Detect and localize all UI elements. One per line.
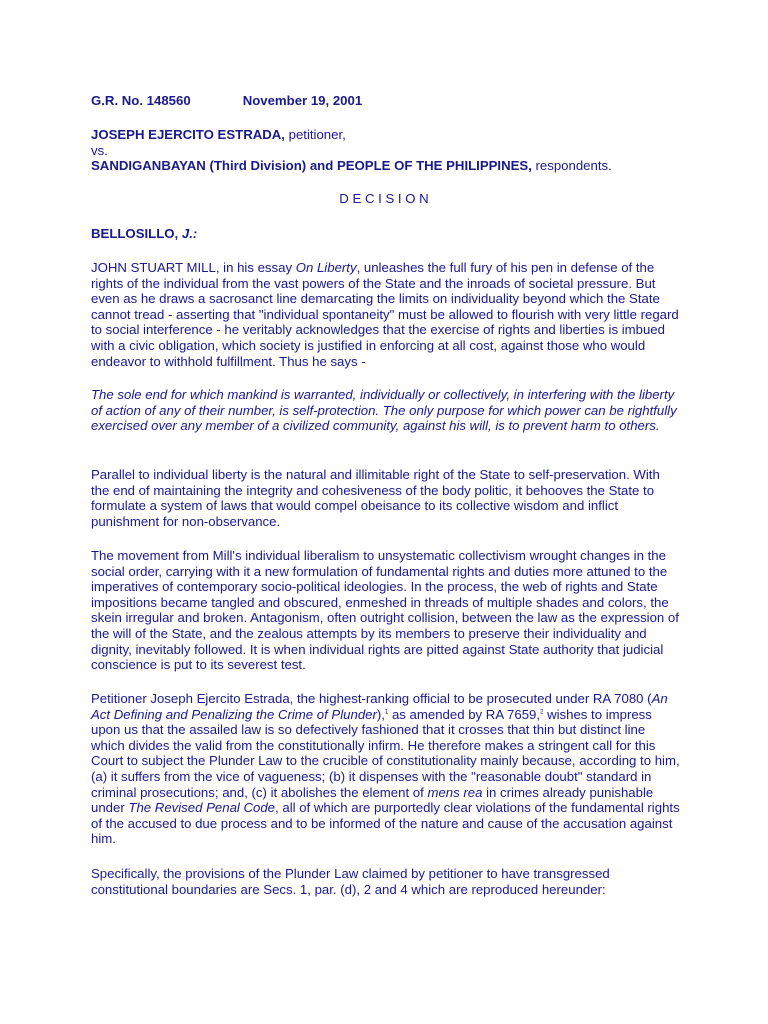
petitioner-role: petitioner, (284, 127, 346, 142)
petitioner-line (91, 127, 681, 143)
paragraph-5: Specifically, the provisions of the Plunder Law claimed by petitioner to have transgressed constitutional boundaries are Secs. 1, par. (d), 2 and 4 which are reproduced hereunder: (91, 866, 610, 897)
respondents-line (91, 158, 681, 174)
paragraph-2: Parallel to individual liberty is the natural and illimitable right of the State to self-preservation. With the end of maintaining the integrity and cohesiveness of the body politic, it behooves the State to formulate a system of laws that would compel obeisance to its collective wisdom and inflict punishment for non-observance. (91, 467, 660, 529)
case-number-line (91, 93, 681, 109)
parties-block (91, 127, 681, 174)
footnote-1-link[interactable]: 1 (384, 709, 389, 716)
statute-title: An Act Defining and Penalizing the Crime of Plunder (91, 691, 668, 722)
respondents-name: SANDIGANBAYAN (Third Division) and PEOPLE OF THE PHILIPPINES, (91, 158, 532, 174)
ponente-name: BELLOSILLO, (91, 226, 182, 241)
essay-title: On Liberty (295, 260, 357, 275)
versus: vs. (91, 142, 108, 158)
mill-quote: The sole end for which mankind is warranted, individually or collectively, in interfering with the liberty of action of any of their number, is self-protection. The only purpose for which power can be rightfully exercised over any member of a civilized community, against his will, is to prevent harm to others. (91, 387, 677, 434)
footnote-2-link[interactable]: 2 (540, 709, 544, 716)
decision-heading: D E C I S I O N (339, 191, 429, 206)
ponente (91, 226, 681, 242)
respondents-role: respondents. (531, 158, 612, 174)
decision-date: November 19, 2001 (242, 93, 363, 108)
paragraph-3: The movement from Mill's individual liberalism to unsystematic collectivism wrought changes in the social order, carrying with it a new formulation of fundamental rights and duties more attuned to the imperatives of contemporary socio-political ideologies. In the process, the web of rights and State impositions became tangled and obscured, enmeshed in threads of multiple shades and colors, the skein irregular and broken. Antagonism, often outright collision, between the law as the expression of the will of the State, and the zealous attempts by its members to preserve their individuality and dignity, inevitably followed. It is when individual rights are pitted against State authority that judicial conscience is put to its severest test. (91, 548, 679, 673)
petitioner-name: JOSEPH EJERCITO ESTRADA, (91, 127, 285, 142)
gr-number: G.R. No. 148560 (91, 93, 191, 108)
ponente-title: J.: (181, 226, 198, 241)
paragraph-1: JOHN STUART MILL, in his essay On Liberty, unleashes the full fury of his pen in defense of the rights of the individual from the vast powers of the State and the inroads of societal pressure. But even as he draws a sacrosanct line demarcating the limits on individuality beyond which the State cannot tread - asserting that "individual spontaneity" must be allowed to flourish with very little regard to social interference - he veritably acknowledges that the exercise of rights and liberties is imbued with a civic obligation, which society is justified in enforcing at all cost, against those who would endeavor to withhold fulfillment. Thus he says - (91, 260, 679, 369)
paragraph-4: Petitioner Joseph Ejercito Estrada, the highest-ranking official to be prosecuted under RA 7080 (An Act Defining and Penalizing the Crime of Plunder),$^1$ as amended by RA 7659,$^2$ wishes to impress upon us that the assailed law is so defectively fashioned that it crosses that thin but distinct line which divides the valid from the constitutionally infirm. He therefore makes a stringent call for this Court to subject the Plunder Law to the crucible of constitutionality mainly because, according to him, (a) it suffers from the vice of vagueness; (b) it dispenses with the "reasonable doubt" standard in criminal prosecutions; and, (c) it abolishes the element of mens rea in crimes already punishable under The Revised Penal Code, all of which are purportedly clear violations of the fundamental rights of the accused to due process and to be informed of the nature and cause of the accusation against him. (91, 691, 680, 847)
